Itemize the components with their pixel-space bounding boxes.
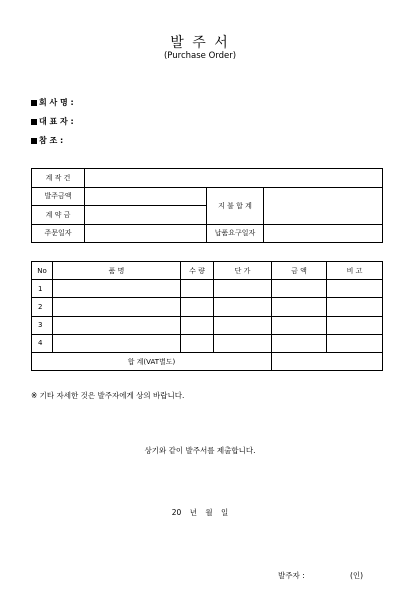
order-amount-value-cell[interactable] <box>85 187 207 206</box>
amount-cell[interactable] <box>272 298 327 316</box>
reference-row <box>31 135 63 146</box>
unit-price-cell[interactable] <box>214 298 272 316</box>
bullet-square-icon <box>31 119 37 125</box>
item-name-cell[interactable] <box>53 280 181 298</box>
amount-cell[interactable] <box>272 334 327 352</box>
unit-price-cell[interactable] <box>214 316 272 334</box>
order-date-label: 주문일자 <box>32 224 85 243</box>
quantity-cell[interactable] <box>181 298 214 316</box>
table-row <box>32 316 383 334</box>
delivery-date-value-cell[interactable] <box>264 224 383 243</box>
header-no: No <box>32 262 53 280</box>
contract-amount-label: 계 약 금 <box>32 206 85 225</box>
row-number: 2 <box>32 298 53 316</box>
representative-label: 대 표 자 : <box>39 117 74 126</box>
quantity-cell[interactable] <box>181 280 214 298</box>
header-item-name: 품 명 <box>53 262 181 280</box>
bullet-square-icon <box>31 100 37 106</box>
company-name-label: 회 사 명 : <box>39 98 74 107</box>
payment-total-label: 지 불 합 계 <box>207 187 264 224</box>
total-value-cell[interactable] <box>272 352 383 370</box>
payment-total-value-cell[interactable] <box>264 187 383 224</box>
total-label: 합 계(VAT별도) <box>32 352 272 370</box>
item-name-cell[interactable] <box>53 334 181 352</box>
unit-price-cell[interactable] <box>214 280 272 298</box>
amount-cell[interactable] <box>272 316 327 334</box>
note-text: ※ 기타 자세한 것은 발주자에게 상의 바랍니다. <box>31 391 185 400</box>
summary-table <box>31 168 383 243</box>
quantity-cell[interactable] <box>181 316 214 334</box>
table-row <box>32 280 383 298</box>
remarks-cell[interactable] <box>327 316 383 334</box>
orderer-label: 발주자 : <box>278 571 305 580</box>
submit-statement: 상기와 같이 발주서를 제출합니다. <box>144 446 256 455</box>
header-quantity: 수 량 <box>181 262 214 280</box>
header-amount: 금 액 <box>272 262 327 280</box>
quantity-cell[interactable] <box>181 334 214 352</box>
items-header-row <box>32 262 383 280</box>
remarks-cell[interactable] <box>327 334 383 352</box>
table-row <box>32 334 383 352</box>
header-unit-price: 단 가 <box>214 262 272 280</box>
order-amount-label: 발주금액 <box>32 187 85 206</box>
project-value-cell[interactable] <box>85 169 383 188</box>
seal-label: (인) <box>350 571 364 580</box>
document-title: 발 주 서 <box>170 35 230 51</box>
delivery-date-label: 납품요구일자 <box>207 224 264 243</box>
row-number: 1 <box>32 280 53 298</box>
bullet-square-icon <box>31 138 37 144</box>
representative-row <box>31 116 74 127</box>
items-table <box>31 261 383 371</box>
contract-amount-value-cell[interactable] <box>85 206 207 225</box>
company-name-row <box>31 97 74 108</box>
row-number: 4 <box>32 334 53 352</box>
unit-price-cell[interactable] <box>214 334 272 352</box>
document-subtitle: (Purchase Order) <box>163 51 237 61</box>
item-name-cell[interactable] <box>53 298 181 316</box>
remarks-cell[interactable] <box>327 298 383 316</box>
reference-label: 참 조 : <box>39 136 64 145</box>
row-number: 3 <box>32 316 53 334</box>
amount-cell[interactable] <box>272 280 327 298</box>
order-date-value-cell[interactable] <box>85 224 207 243</box>
date-line: 20 년 월 일 <box>171 508 229 517</box>
header-remarks: 비 고 <box>327 262 383 280</box>
table-row <box>32 298 383 316</box>
item-name-cell[interactable] <box>53 316 181 334</box>
remarks-cell[interactable] <box>327 280 383 298</box>
total-row <box>32 352 383 370</box>
project-label: 계 작 건 <box>32 169 85 188</box>
